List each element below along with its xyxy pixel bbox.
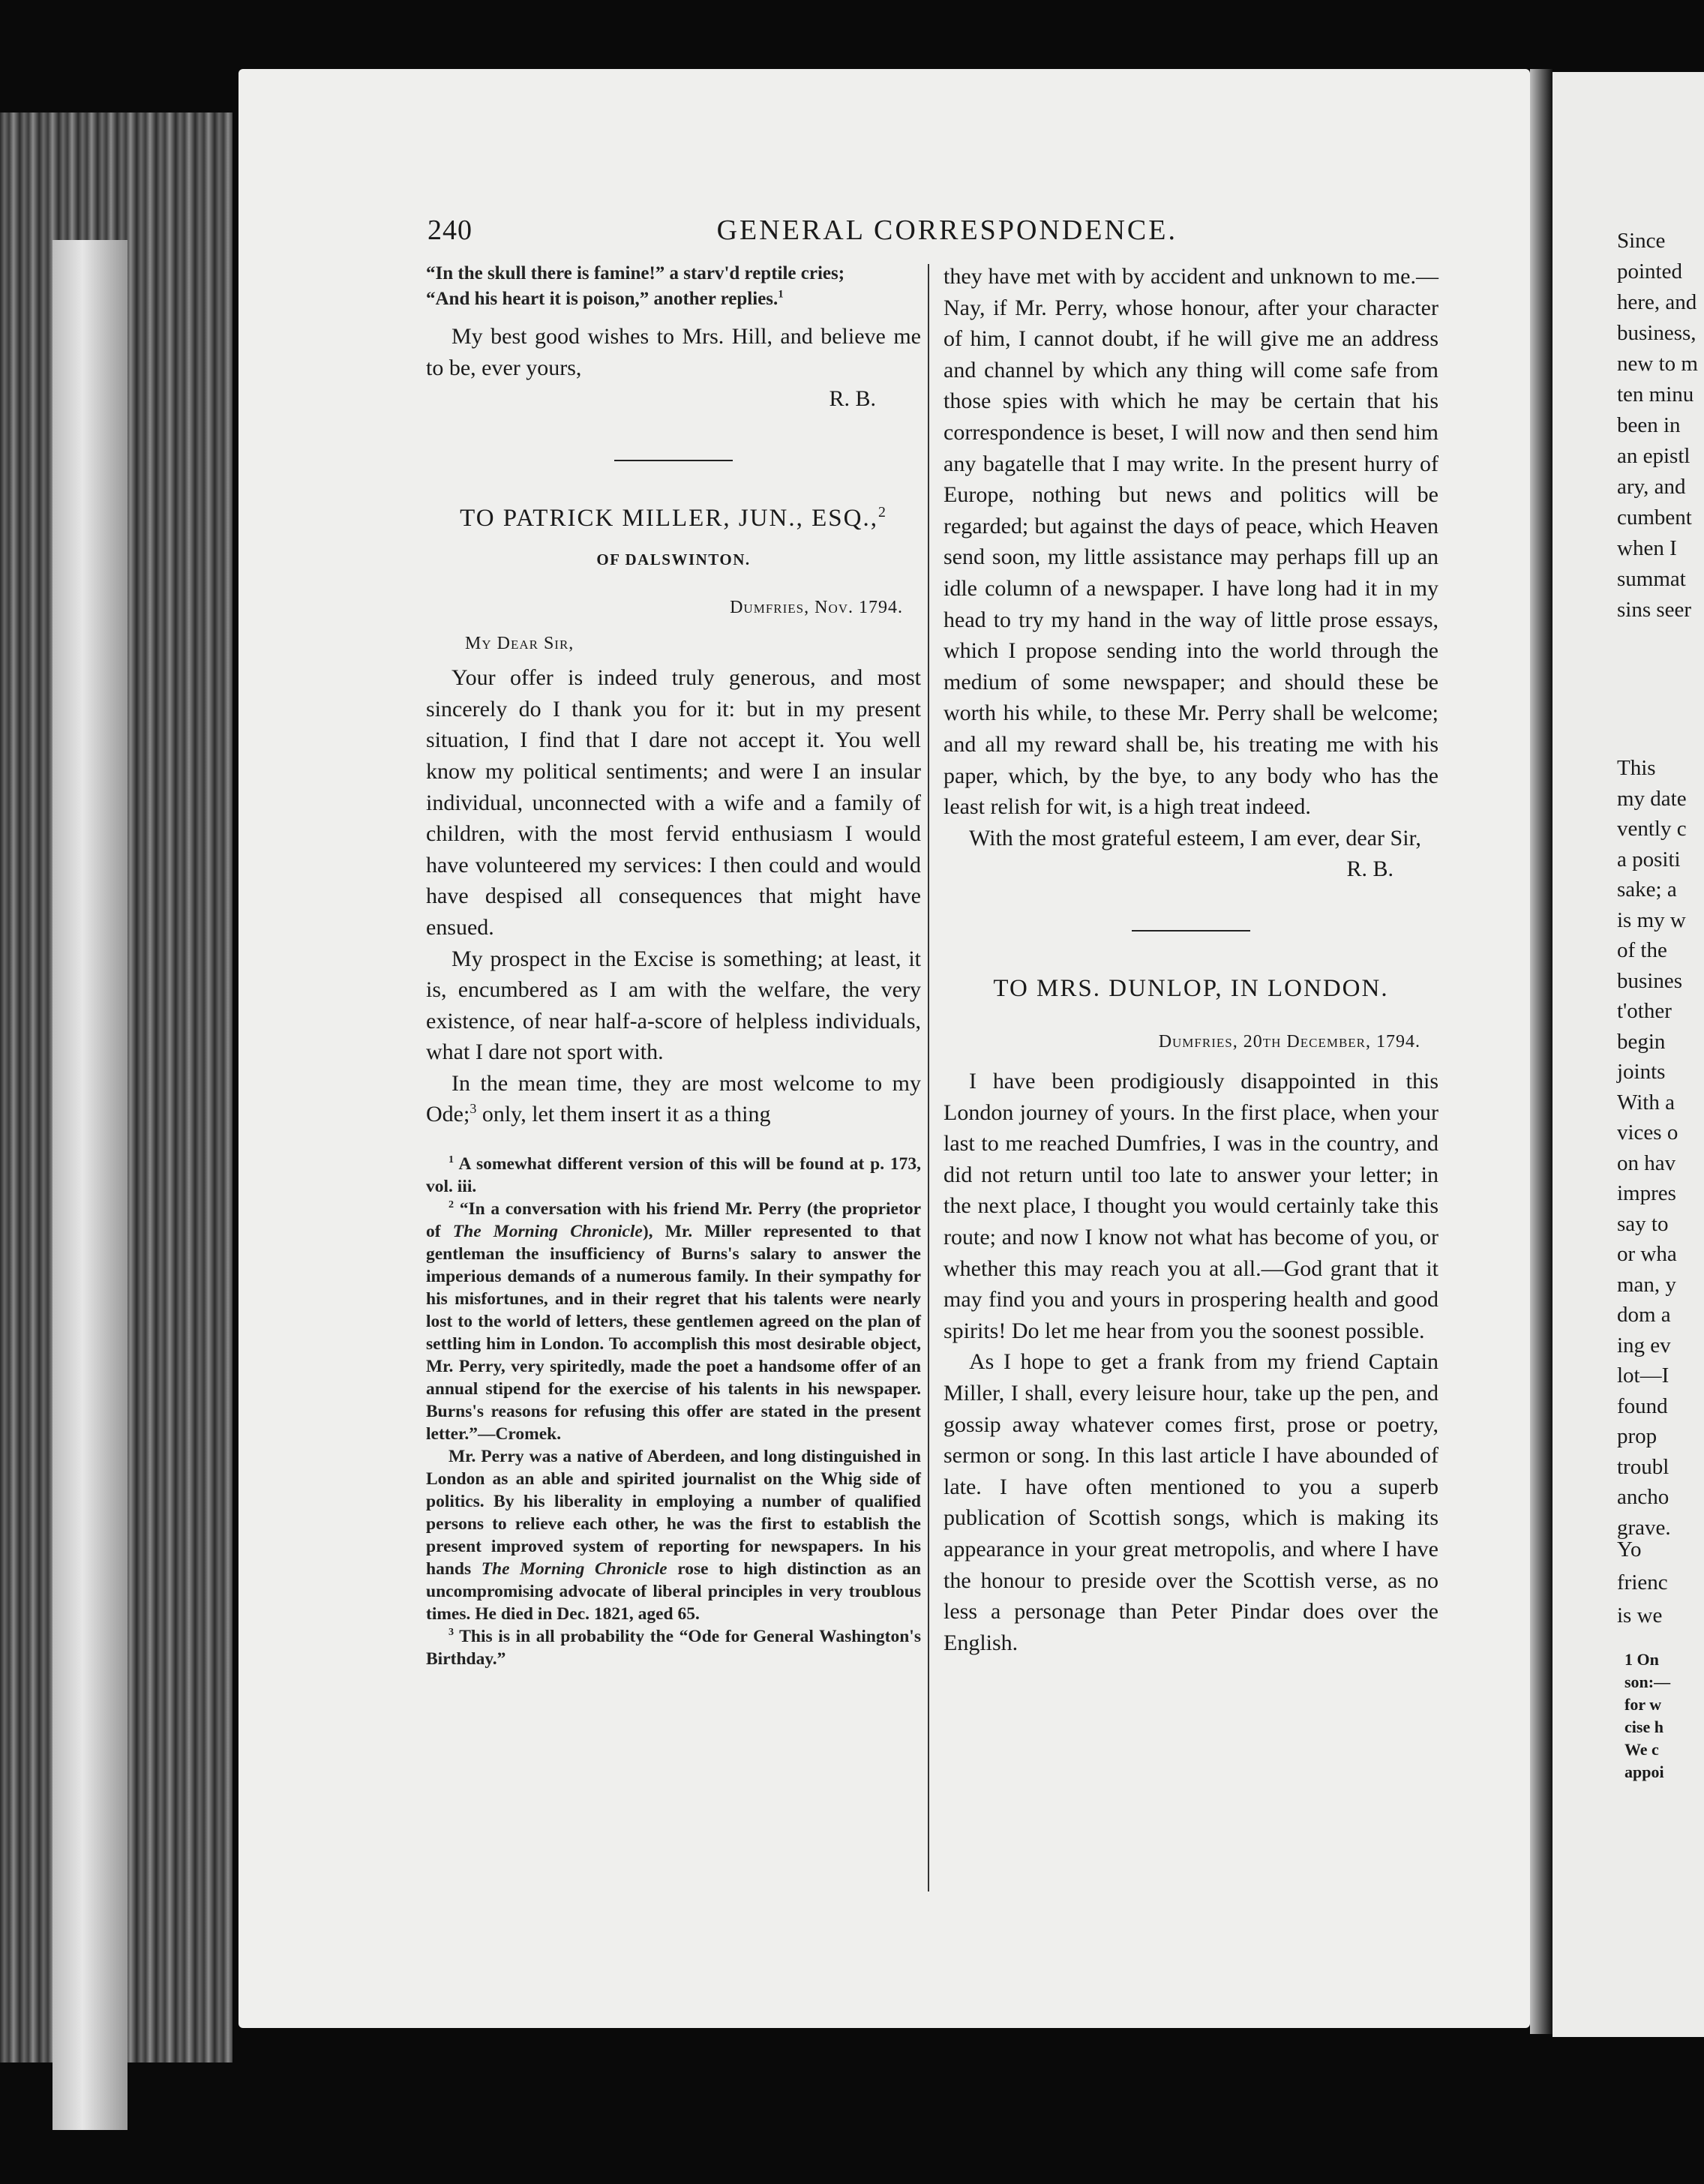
signature: R. B. [829, 386, 876, 412]
next-page-line: grave. [1617, 1515, 1671, 1540]
ode-note-mark: 3 [470, 1101, 477, 1117]
footnote-2-continued: Mr. Perry was a native of Aberdeen, and long distinguished in London as an able and spirited journalist on the Whig side of politics. By his liberality in employing a number of qualified persons to relieve each other, he was the first to establish the present improved system of reporting for newspapers. In his hands The Morning Chronicle rose to high distinction as an uncompromising advocate of liberal principles in very troublous times. He died in Dec. 1821, aged 65. [426, 1447, 921, 1624]
verse-line-2: “And his heart it is poison,” another replies.$^1$ [426, 288, 784, 309]
next-page-line: son:— [1624, 1672, 1671, 1691]
running-head [428, 214, 1462, 247]
next-page-line: man, y [1617, 1272, 1676, 1297]
dateline: Dumfries, Nov. 1794. [730, 597, 903, 617]
next-page-line: been in [1617, 413, 1681, 437]
book-edge-highlight [52, 240, 128, 2130]
next-page-line: cumbent [1617, 506, 1692, 530]
next-page-line: cise h [1624, 1718, 1664, 1736]
next-page-line: begin [1617, 1029, 1666, 1054]
letter-paragraph: Your offer is indeed truly generous, and most sincerely do I thank you for it: but in my present situation, I find that I dare not accept it. You well know my political sentiments; and were I an insular individual, unconnected with a wife and a family of children, with the most fervid enthusiasm I would have volunteered my services: I then could and would have despised all consequences that might have ensued. [426, 665, 921, 940]
book-gutter [1530, 69, 1552, 2034]
heading-note-mark: 2 [878, 503, 887, 520]
next-page-line: found [1617, 1394, 1668, 1418]
salutation: My Dear Sir, [465, 633, 574, 653]
next-page-line: troubl [1617, 1454, 1670, 1479]
next-page-line: pointed [1617, 260, 1682, 284]
footnotes [426, 1153, 921, 1670]
next-page-line: business, [1617, 321, 1696, 345]
letter-heading: TO PATRICK MILLER, JUN., ESQ.,$^2$ [460, 503, 887, 532]
next-page-line: appoi [1624, 1762, 1664, 1781]
next-page-line: an epistl [1617, 444, 1690, 468]
verse-line-1: “In the skull there is famine!” a starv'd reptile cries; [426, 263, 845, 284]
next-page-line: dom a [1617, 1303, 1671, 1327]
next-page-line: ancho [1617, 1485, 1670, 1509]
book-page-edges [0, 112, 232, 2062]
next-page-line: summat [1617, 567, 1686, 591]
next-page-line: vently c [1617, 817, 1687, 841]
next-page-line: when I [1617, 536, 1677, 560]
right-column [944, 261, 1438, 1658]
next-page-line: on hav [1617, 1150, 1676, 1175]
next-page-line: vices o [1617, 1120, 1678, 1144]
footnote-1: $^1$ A somewhat different version of this will be found at p. 173, vol. iii. [426, 1154, 921, 1197]
next-page-line: my date [1617, 786, 1687, 811]
next-page-line: With a [1617, 1090, 1675, 1114]
letter-paragraph: In the mean time, they are most welcome to my Ode;$^3$ only, let them insert it as a thing [426, 1070, 921, 1127]
next-page-line: lot—I [1617, 1364, 1670, 1388]
page-number: 240 [428, 214, 472, 246]
next-page-line: Yo [1617, 1538, 1642, 1562]
next-page-line: new to m [1617, 352, 1698, 376]
next-page-line: This [1617, 756, 1656, 780]
next-page-line: busines [1617, 968, 1682, 993]
letter-paragraph: My prospect in the Excise is something; at least, it is, encumbered as I am with the welfare, the very existence, of near half-a-score of helpless individuals, what I dare not sport with. [426, 946, 921, 1065]
next-page-line: t'other [1617, 999, 1672, 1023]
next-page-line: ing ev [1617, 1333, 1671, 1358]
next-page-line: frienc [1617, 1570, 1668, 1594]
continuation-paragraph: they have met with by accident and unknown to me.—Nay, if Mr. Perry, whose honour, after your character of him, I cannot doubt, if he will give me an address and channel by which any thing will come safe from those spies with which he may be certain that his correspondence is beset, I will now and then send him any bagatelle that I may write. In the present hurry of Europe, nothing but news and politics will be regarded; but against the days of peace, which Heaven send soon, my little assistance may perhaps fill up an idle column of a newspaper. I have long had it in my head to try my hand in the way of little prose essays, which I propose sending into the world through the medium of some newspaper; and should these be worth his while, to these Mr. Perry shall be welcome; and all my reward shall be, his treating me with his paper, which, by the bye, to any body who has the least relish for wit, is a high treat indeed. [944, 264, 1438, 820]
next-page-line: is we [1617, 1604, 1663, 1628]
next-page-line: here, and [1617, 290, 1697, 314]
next-page-line: prop [1617, 1424, 1658, 1448]
next-page-line: of the [1617, 938, 1667, 962]
next-page-line: or wha [1617, 1242, 1677, 1266]
next-page-line: is my w [1617, 908, 1686, 932]
next-page-line: for w [1624, 1695, 1662, 1714]
closing-paragraph: With the most grateful esteem, I am ever, dear Sir, [969, 825, 1421, 850]
next-page-line: joints [1617, 1060, 1666, 1084]
section-rule [1132, 930, 1250, 932]
section-rule [614, 460, 733, 461]
next-page-fragment [1552, 72, 1704, 2037]
letter-paragraph: As I hope to get a frank from my friend Captain Miller, I shall, every leisure hour, take up the pen, and gossip away whatever comes first, prose or poetry, sermon or song. In this last article I have abounded of late. I have often mentioned to you a superb publication of Scottish songs, which is making its appearance in your great metropolis, and where I have the honour to preside over the Scottish verse, as no less a personage than Peter Pindar does over the English. [944, 1349, 1438, 1655]
next-page-line: impres [1617, 1181, 1676, 1205]
verse-note-mark: 1 [778, 288, 784, 301]
next-page-line: ten minu [1617, 382, 1694, 406]
verse-quote [426, 261, 921, 312]
next-page-line: say to [1617, 1211, 1669, 1236]
dateline: Dumfries, 20th December, 1794. [1158, 1032, 1420, 1052]
left-column [426, 261, 921, 1670]
running-title: GENERAL CORRESPONDENCE. [716, 214, 1178, 246]
closing-paragraph: My best good wishes to Mrs. Hill, and believe me to be, ever yours, [426, 324, 921, 380]
next-page-line: 1 On [1624, 1650, 1659, 1669]
column-divider [928, 264, 929, 1892]
next-page-line: We c [1624, 1740, 1659, 1759]
footnote-2: $^2$ “In a conversation with his friend Mr. Perry (the proprietor of The Morning Chronicle), Mr. Miller represented to that gentleman the insufficiency of Burns's salary to answer the imperious demands of a numerous family. In their sympathy for his misfortunes, and in their regret that his talents were nearly lost to the world of letters, these gentlemen agreed on the plan of settling him in London. To accomplish this most desirable object, Mr. Perry, very spiritedly, made the poet a handsome offer of an annual stipend for the exercise of his talents in his newspaper. Burns's reasons for refusing this offer are stated in the present letter.”—Cromek. [426, 1198, 921, 1444]
next-page-line: a positi [1617, 847, 1681, 872]
letter-paragraph: I have been prodigiously disappointed in this London journey of yours. In the first place, when your last to me reached Dumfries, I was in the country, and did not return until too late to answer your letter; in the next place, I thought you would certainly take this route; and now I know not what has become of you, or whether this may reach you at all.—God grant that it may find you and yours in prospering health and good spirits! Do let me hear from you the soonest possible. [944, 1069, 1438, 1343]
footnote-3: $^3$ This is in all probability the “Ode for General Washington's Birthday.” [426, 1626, 921, 1670]
next-page-line: sins seer [1617, 598, 1692, 622]
letter-heading: TO MRS. DUNLOP, IN LONDON. [993, 974, 1389, 1002]
next-page-line: ary, and [1617, 475, 1686, 499]
next-page-line: sake; a [1617, 878, 1677, 902]
next-page-line: Since [1617, 229, 1666, 253]
signature: R. B. [1346, 856, 1394, 882]
letter-subheading: OF DALSWINTON. [596, 550, 751, 569]
